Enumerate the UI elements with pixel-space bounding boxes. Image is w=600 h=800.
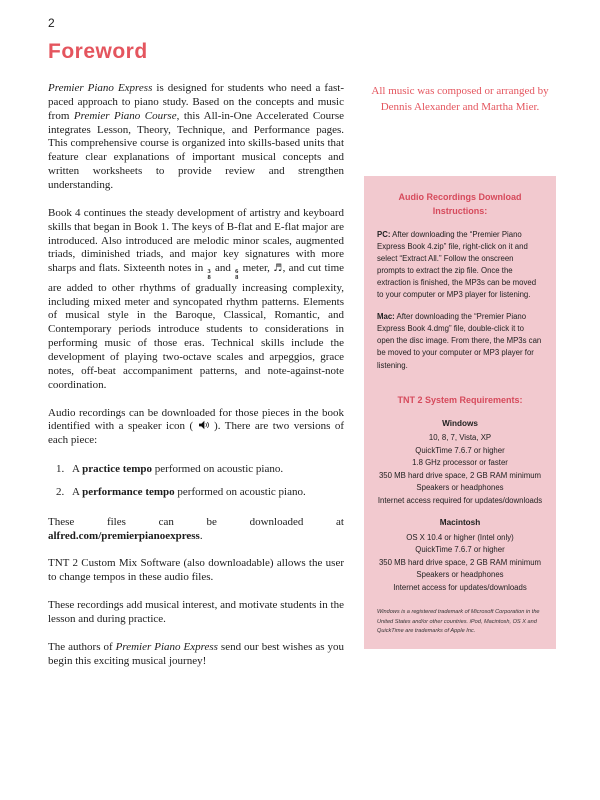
composer-credit: All music was composed or arranged by Dennis Alexander and Martha Mier.: [371, 85, 549, 113]
recordings-paragraph: [48, 599, 344, 627]
mac-instructions: [377, 311, 543, 371]
text-run: ). There are two versions of each piece:: [48, 420, 344, 447]
requirement-line: Internet access for updates/downloads: [393, 582, 527, 592]
text-run: After downloading the “Premier Piano Express Book 4.zip” file, right-click on it and select “Extract All.” Follow the onscreen prompts to extract the zip file. Once the extraction is finished, the MP3s can be moved to your computer or MP3 player for listening.: [377, 229, 537, 300]
two-column-layout: [48, 82, 556, 683]
list-text: [72, 485, 306, 499]
text-run: PC:: [377, 229, 391, 239]
download-url-paragraph: [48, 516, 344, 544]
requirement-line: 350 MB hard drive space, 2 GB RAM minimum: [378, 557, 542, 567]
text-run: performance tempo: [82, 486, 175, 499]
text-run: send our best wishes as you begin this exciting musical journey!: [48, 640, 344, 667]
text-run: , and cut time are added to other rhythms of gradually increasing complexity, including mixed meter and syncopated rhythm patterns. Elements of musical style in the Baroque, Classical, Romantic, and Contemporary periods introduce students to considerations in performing music of those eras. Technical skills include the development of playing two-octave scales and arpeggios, grace notes, off-beat accompaniment patterns, and note-against-note coordination.: [48, 262, 345, 391]
text-run: Premier Piano Express: [115, 640, 218, 653]
requirement-line: Internet access required for updates/downloads: [377, 495, 543, 505]
text-run: Mac:: [377, 312, 395, 322]
text-run: , this All-in-One Accelerated Course integrates Lesson, Theory, Technique, and Performance pages. This comprehensive course is organized into skills-based units that feature clear explanations of important musical concepts and written worksheets to provide review and strengthen understanding.: [48, 109, 344, 192]
macintosh-header: Macintosh: [439, 518, 481, 528]
text-run: meter,: [239, 262, 274, 275]
text-run: A: [72, 463, 83, 476]
text-run: A: [72, 486, 83, 499]
trademark-fine-print: Windows is a registered trademark of Microsoft Corporation in the United States and/or other countries. iPod, Macintosh, OS X and QuickTime are trademarks of Apple Inc.: [377, 609, 540, 635]
requirement-line: OS X 10.4 or higher (Intel only): [406, 532, 514, 542]
text-run: is designed for students who need a fast-paced approach to piano study. Based on the concepts and music from: [48, 82, 344, 122]
text-run: .: [199, 529, 203, 542]
text-run: and: [211, 262, 235, 275]
tempo-list: [56, 462, 344, 500]
requirement-line: Speakers or headphones: [416, 570, 504, 580]
windows-requirements: [377, 432, 543, 507]
requirement-line: 10, 8, 7, Vista, XP: [428, 433, 492, 443]
text-run: These recordings add musical interest, and motivate students in the lesson and during practice.: [48, 599, 344, 625]
text-run: Audio recordings can be downloaded for those pieces in the book identified with a speaker icon (: [48, 406, 344, 433]
download-instructions-box: [364, 176, 556, 649]
time-signature: 3 8: [207, 268, 211, 282]
book4-paragraph: [48, 207, 344, 393]
text-run: TNT 2 Custom Mix Software (also downloadable) allows the user to change tempos in these audio files.: [48, 557, 344, 584]
tnt-software-paragraph: [48, 557, 344, 585]
text-run: Book 4 continues the steady development of artistry and keyboard skills that began in Book 1. The keys of B-flat and E-flat major are introduced. Also introduced are melodic minor scales, augmented triads, diminished triads, and major key signatures with more sharps and flats. Sixteenth notes in: [48, 206, 344, 275]
sidebar-column: [364, 82, 556, 649]
windows-header: Windows: [442, 418, 478, 428]
text-run: Premier Piano Course: [73, 109, 177, 122]
page-number: 2: [48, 16, 55, 30]
text-run: performed on acoustic piano.: [174, 486, 306, 499]
list-number: 2.: [56, 486, 65, 499]
requirement-line: QuickTime 7.6.7 or higher: [415, 445, 505, 455]
requirement-line: 1.8 GHz processor or faster: [412, 458, 508, 468]
text-run: The authors of: [48, 640, 116, 653]
list-text: [72, 462, 283, 476]
text-run: After downloading the “Premier Piano Express Book 4.dmg” file, double-click it to open the disc image. From there, the MP3s can be moved to your computer or MP3 player for listening.: [377, 312, 542, 370]
pc-instructions: [377, 229, 543, 301]
text-run: alfred.com/premierpianoexpress: [48, 529, 200, 542]
text-run: practice tempo: [82, 463, 153, 476]
text-run: ♬: [273, 263, 283, 275]
intro-paragraph: [48, 82, 344, 193]
speaker-icon: [198, 420, 210, 430]
requirement-line: QuickTime 7.6.7 or higher: [415, 545, 505, 555]
time-signature: 6 8: [235, 268, 239, 282]
list-number: 1.: [56, 463, 65, 476]
text-run: Premier Piano Express: [48, 82, 153, 94]
closing-paragraph: [48, 641, 344, 669]
list-item-practice: [56, 462, 344, 476]
list-item-performance: [56, 485, 344, 499]
requirement-line: 350 MB hard drive space, 2 GB RAM minimum: [378, 470, 542, 480]
main-text-column: [48, 82, 344, 683]
text-run: performed on acoustic piano.: [152, 463, 284, 476]
macintosh-requirements: [377, 532, 543, 594]
download-box-title: Audio Recordings Download Instructions:: [398, 191, 522, 216]
system-requirements-title: TNT 2 System Requirements:: [397, 394, 523, 405]
audio-paragraph: [48, 407, 344, 449]
text-run: These files can be downloaded at: [48, 515, 344, 528]
requirement-line: Speakers or headphones: [416, 483, 504, 493]
page-title: Foreword: [48, 40, 148, 63]
